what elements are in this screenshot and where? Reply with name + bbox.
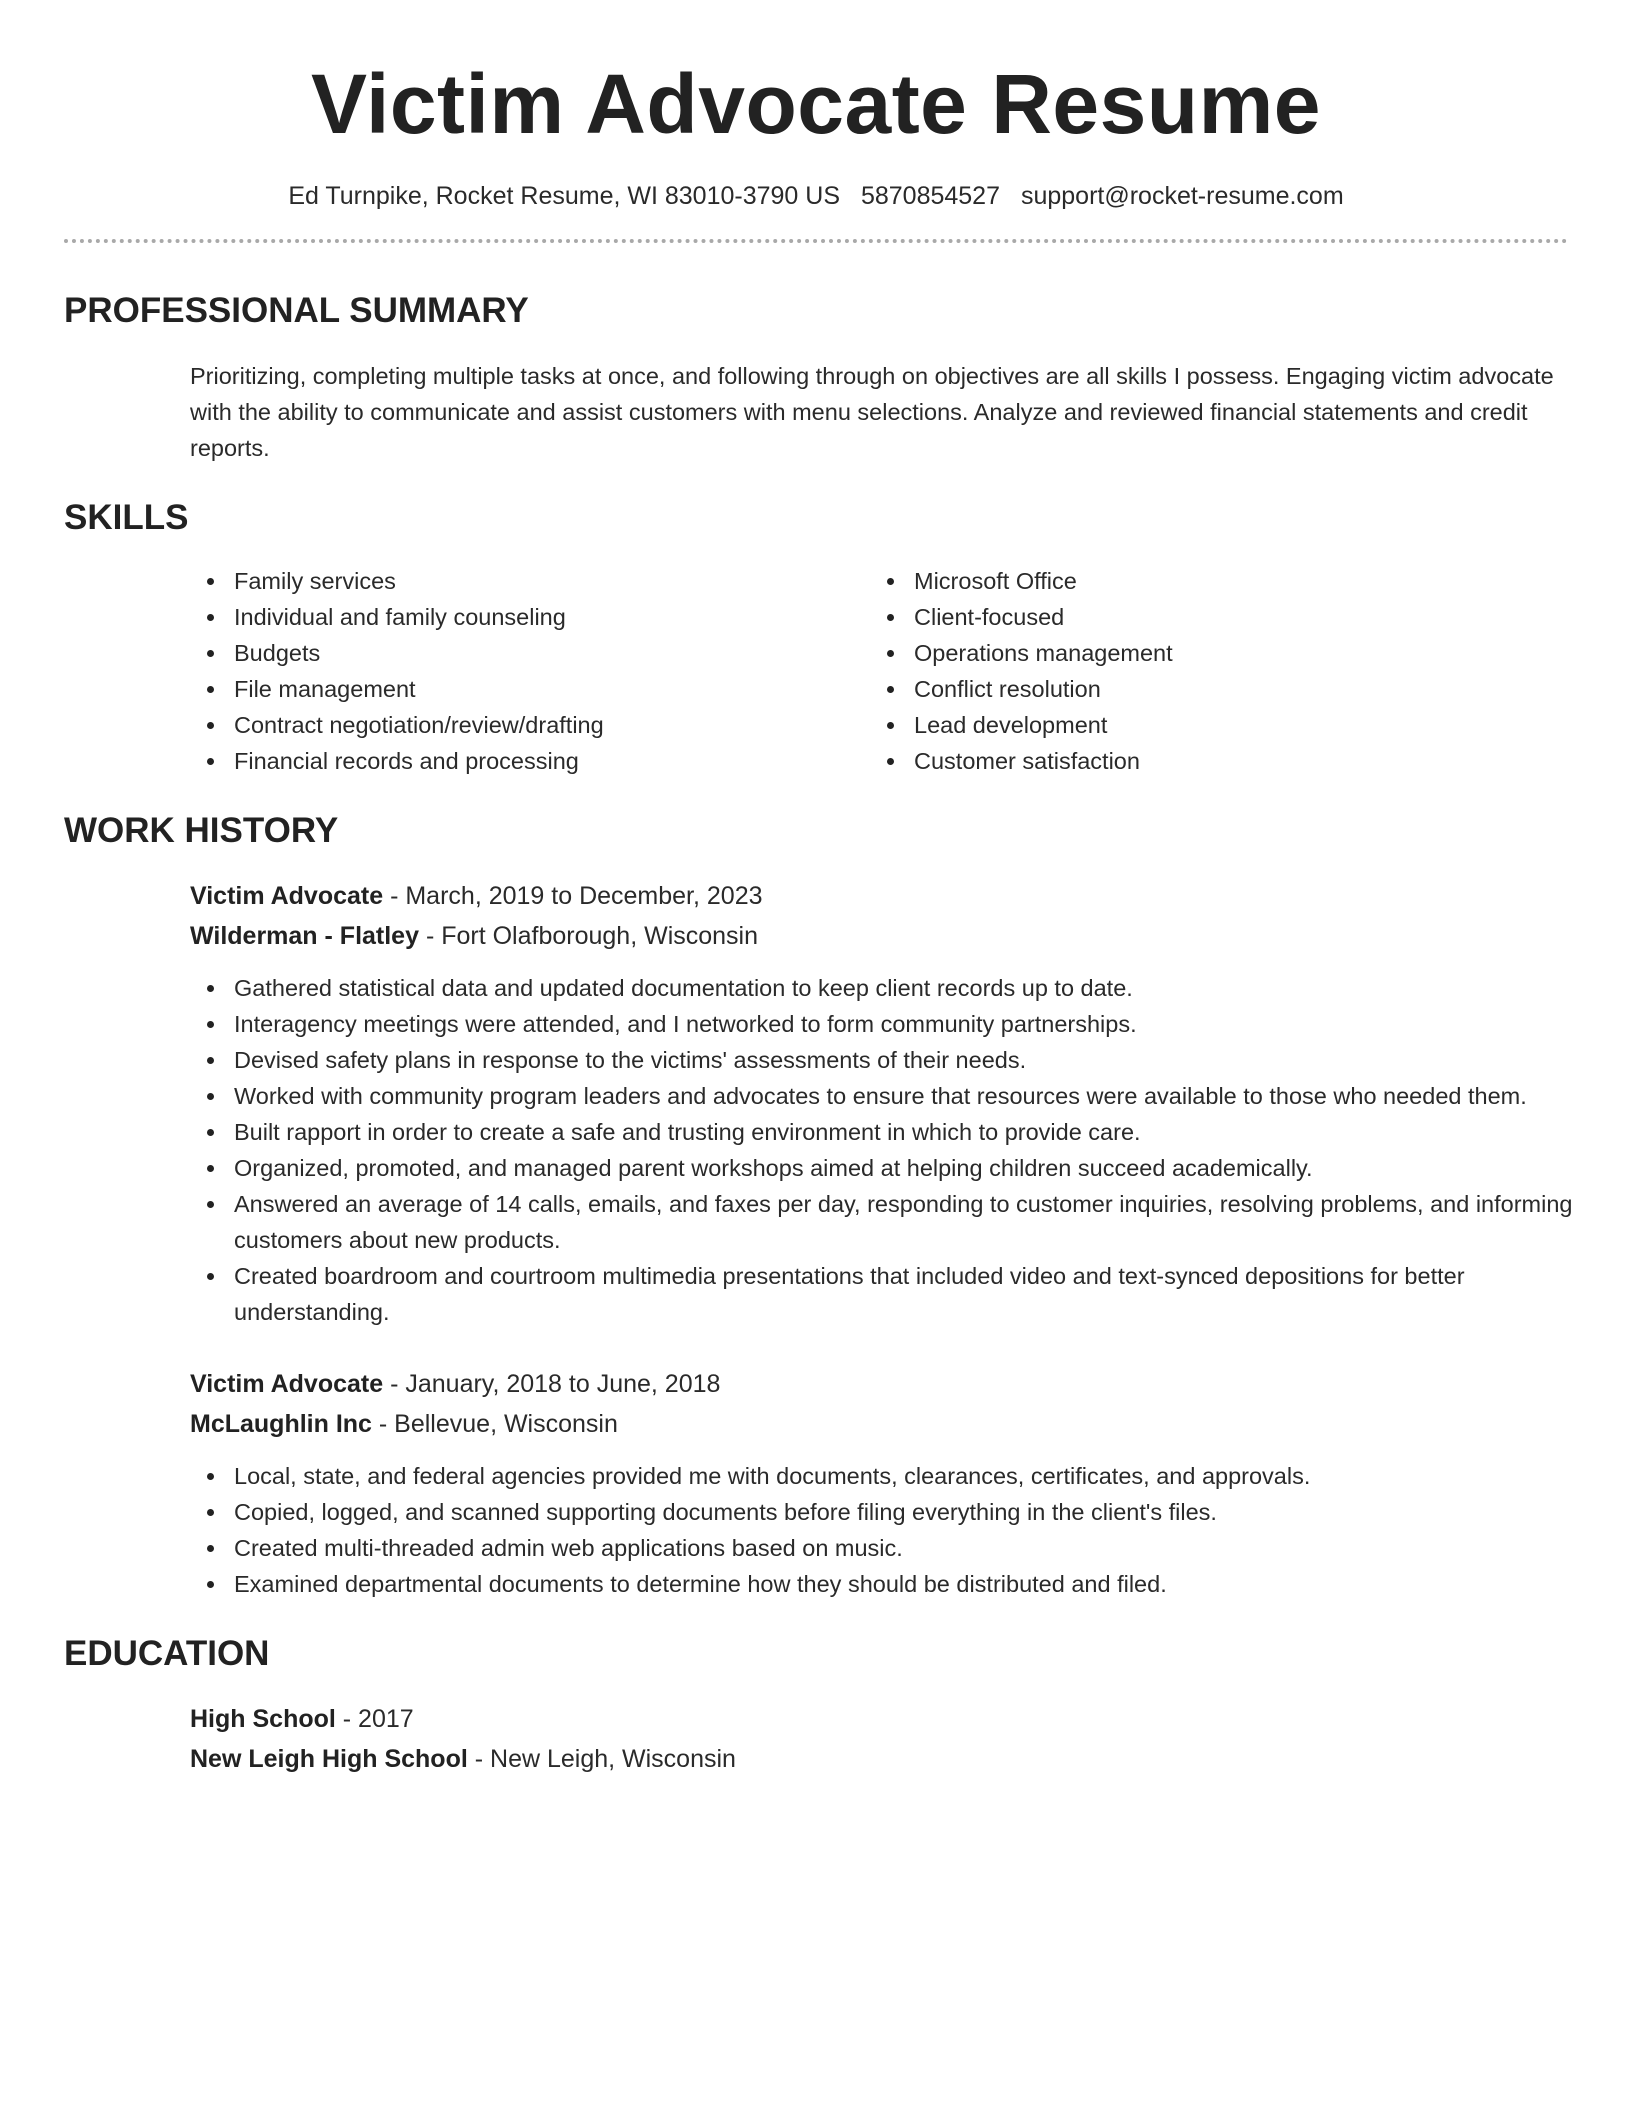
job-bullet: Created multi-threaded admin web applications based on music. (190, 1530, 1610, 1566)
job-company: Wilderman - Flatley (190, 922, 419, 950)
summary-text: Prioritizing, completing multiple tasks at once, and following through on objectives are all skills I possess. Engaging victim advocate with the ability to communicate and assist customers with menu selections. Analyze and reviewed financial statements and credit reports. (190, 363, 1554, 461)
skill-item: Family services (190, 563, 870, 599)
skills-list-left (190, 563, 870, 779)
skill-item: Budgets (190, 635, 870, 671)
job-bullet: Copied, logged, and scanned supporting documents before filing everything in the client's files. (190, 1494, 1610, 1530)
skill-item: File management (190, 671, 870, 707)
job-entry (190, 876, 1573, 1330)
skill-item: Client-focused (870, 599, 1550, 635)
header-divider (64, 239, 1568, 243)
education-year: - 2017 (335, 1705, 414, 1733)
work-history-heading: WORK HISTORY (64, 811, 339, 850)
skill-item: Individual and family counseling (190, 599, 870, 635)
skill-item: Contract negotiation/review/drafting (190, 707, 870, 743)
job-bullet: Created boardroom and courtroom multimedia presentations that included video and text-synced depositions for better understanding. (190, 1258, 1610, 1330)
contact-address: Ed Turnpike, Rocket Resume, WI 83010-3790 US (288, 182, 840, 210)
education-degree: High School (190, 1705, 336, 1733)
job-dates: - January, 2018 to June, 2018 (383, 1370, 721, 1398)
skills-heading: SKILLS (64, 498, 189, 537)
contact-line (64, 182, 1568, 211)
education-degree-line (190, 1699, 1568, 1739)
resume-page (64, 0, 1573, 1779)
skill-item: Financial records and processing (190, 743, 870, 779)
contact-phone: 5870854527 (860, 182, 1000, 210)
job-bullet: Local, state, and federal agencies provided me with documents, clearances, certificates, and approvals. (190, 1458, 1610, 1494)
education-entry (190, 1699, 1568, 1779)
job-company: McLaughlin Inc (190, 1410, 372, 1438)
job-bullet: Gathered statistical data and updated documentation to keep client records up to date. (190, 970, 1610, 1006)
skills-list-right (870, 563, 1550, 779)
job-dates: - March, 2019 to December, 2023 (383, 882, 763, 910)
skill-item: Conflict resolution (870, 671, 1550, 707)
job-bullet: Examined departmental documents to determine how they should be distributed and filed. (190, 1566, 1610, 1602)
job-bullet: Interagency meetings were attended, and I networked to form community partnerships. (190, 1006, 1610, 1042)
education-location: - New Leigh, Wisconsin (467, 1745, 736, 1773)
job-title: Victim Advocate (190, 1370, 384, 1398)
job-company-line (190, 916, 1568, 956)
summary-heading: PROFESSIONAL SUMMARY (64, 291, 529, 330)
education-school-line (190, 1739, 1568, 1779)
job-location: - Bellevue, Wisconsin (371, 1410, 618, 1438)
job-bullet: Devised safety plans in response to the victims' assessments of their needs. (190, 1042, 1610, 1078)
job-bullet: Organized, promoted, and managed parent workshops aimed at helping children succeed academically. (190, 1150, 1610, 1186)
skill-item: Lead development (870, 707, 1550, 743)
job-bullets (190, 970, 1610, 1330)
job-bullet: Built rapport in order to create a safe and trusting environment in which to provide care. (190, 1114, 1610, 1150)
skill-item: Operations management (870, 635, 1550, 671)
skill-item: Customer satisfaction (870, 743, 1550, 779)
job-location: - Fort Olafborough, Wisconsin (419, 922, 759, 950)
education-school: New Leigh High School (190, 1745, 468, 1773)
job-title-line (190, 876, 1568, 916)
job-entry (190, 1364, 1568, 1602)
resume-title: Victim Advocate Resume (310, 57, 1322, 151)
education-heading: EDUCATION (64, 1634, 270, 1673)
skill-item: Microsoft Office (870, 563, 1550, 599)
job-bullet: Answered an average of 14 calls, emails, and faxes per day, responding to customer inquiries, resolving problems, and informing customers about new products. (190, 1186, 1610, 1258)
skills-grid (190, 563, 1568, 779)
job-bullet: Worked with community program leaders and advocates to ensure that resources were available to those who needed them. (190, 1078, 1610, 1114)
job-company-line (190, 1404, 1568, 1444)
job-bullets (190, 1458, 1610, 1602)
contact-email: support@rocket-resume.com (1020, 182, 1344, 210)
job-title-line (190, 1364, 1568, 1404)
job-title: Victim Advocate (190, 882, 384, 910)
